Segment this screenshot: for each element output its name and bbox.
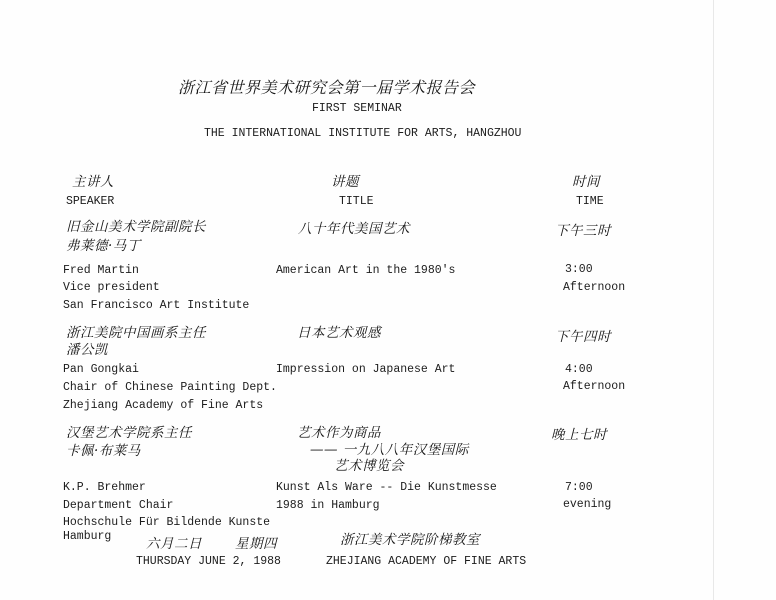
lecture-2-chinese-title: 日本艺术观感 xyxy=(297,325,381,341)
speaker-2-name: Pan Gongkai xyxy=(63,363,139,376)
lecture-3-location: 1988 in Hamburg xyxy=(276,499,380,512)
lecture-2-chinese-time: 下午四时 xyxy=(555,329,611,345)
handwritten-weekday: 星期四 xyxy=(235,536,277,552)
speaker-2-institution: Zhejiang Academy of Fine Arts xyxy=(63,399,264,412)
speaker-2-chinese-line-2: 潘公凯 xyxy=(66,342,108,358)
lecture-1-title: American Art in the 1980's xyxy=(276,264,456,277)
lecture-3-chinese-title-line-3: 艺术博览会 xyxy=(334,458,404,474)
lecture-3-chinese-title-line-2: —— 一九八八年汉堡国际 xyxy=(310,442,469,458)
speaker-3-chinese-line-2: 卡佩·布莱马 xyxy=(66,443,141,459)
speaker-1-name: Fred Martin xyxy=(63,264,139,277)
speaker-1-chinese-line-2: 弗莱德·马丁 xyxy=(66,238,141,254)
lecture-1-chinese-title: 八十年代美国艺术 xyxy=(298,221,410,237)
speaker-3-city: Hamburg xyxy=(63,530,112,543)
speaker-header-chinese: 主讲人 xyxy=(72,174,114,190)
speaker-1-position: Vice president xyxy=(63,281,160,294)
lecture-1-time: 3:00 xyxy=(565,263,593,276)
time-header: TIME xyxy=(576,195,604,208)
lecture-2-time: 4:00 xyxy=(565,363,593,376)
lecture-3-chinese-time: 晚上七时 xyxy=(551,427,607,443)
handwritten-chinese-title: 浙江省世界美术研究会第一届学术报告会 xyxy=(178,78,476,97)
speaker-3-institution: Hochschule Für Bildende Kunste xyxy=(63,516,271,529)
speaker-3-chinese-line-1: 汉堡艺术学院系主任 xyxy=(66,425,192,441)
speaker-header: SPEAKER xyxy=(66,195,115,208)
handwritten-date: 六月二日 xyxy=(146,536,202,552)
institute-title: THE INTERNATIONAL INSTITUTE FOR ARTS, HANGZHOU xyxy=(204,127,522,140)
footer-date: THURSDAY JUNE 2, 1988 xyxy=(136,555,281,568)
speaker-2-chinese-line-1: 浙江美院中国画系主任 xyxy=(66,325,206,341)
seminar-title: FIRST SEMINAR xyxy=(312,102,402,115)
lecture-1-chinese-time: 下午三时 xyxy=(555,223,611,239)
lecture-3-period: evening xyxy=(563,498,612,511)
footer-venue: ZHEJIANG ACADEMY OF FINE ARTS xyxy=(326,555,527,568)
handwritten-venue: 浙江美术学院阶梯教室 xyxy=(340,532,480,548)
speaker-3-name: K.P. Brehmer xyxy=(63,481,146,494)
speaker-3-position: Department Chair xyxy=(63,499,174,512)
speaker-2-position: Chair of Chinese Painting Dept. xyxy=(63,381,277,394)
lecture-3-time: 7:00 xyxy=(565,481,593,494)
speaker-1-chinese-line-1: 旧金山美术学院副院长 xyxy=(66,219,206,235)
time-header-chinese: 时间 xyxy=(572,174,600,190)
lecture-2-period: Afternoon xyxy=(563,380,626,393)
title-header-chinese: 讲题 xyxy=(331,174,359,190)
lecture-3-title: Kunst Als Ware -- Die Kunstmesse xyxy=(276,481,497,494)
title-header: TITLE xyxy=(339,195,374,208)
lecture-3-chinese-title-line-1: 艺术作为商品 xyxy=(297,425,381,441)
speaker-1-institution: San Francisco Art Institute xyxy=(63,299,250,312)
lecture-1-period: Afternoon xyxy=(563,281,626,294)
lecture-2-title: Impression on Japanese Art xyxy=(276,363,456,376)
